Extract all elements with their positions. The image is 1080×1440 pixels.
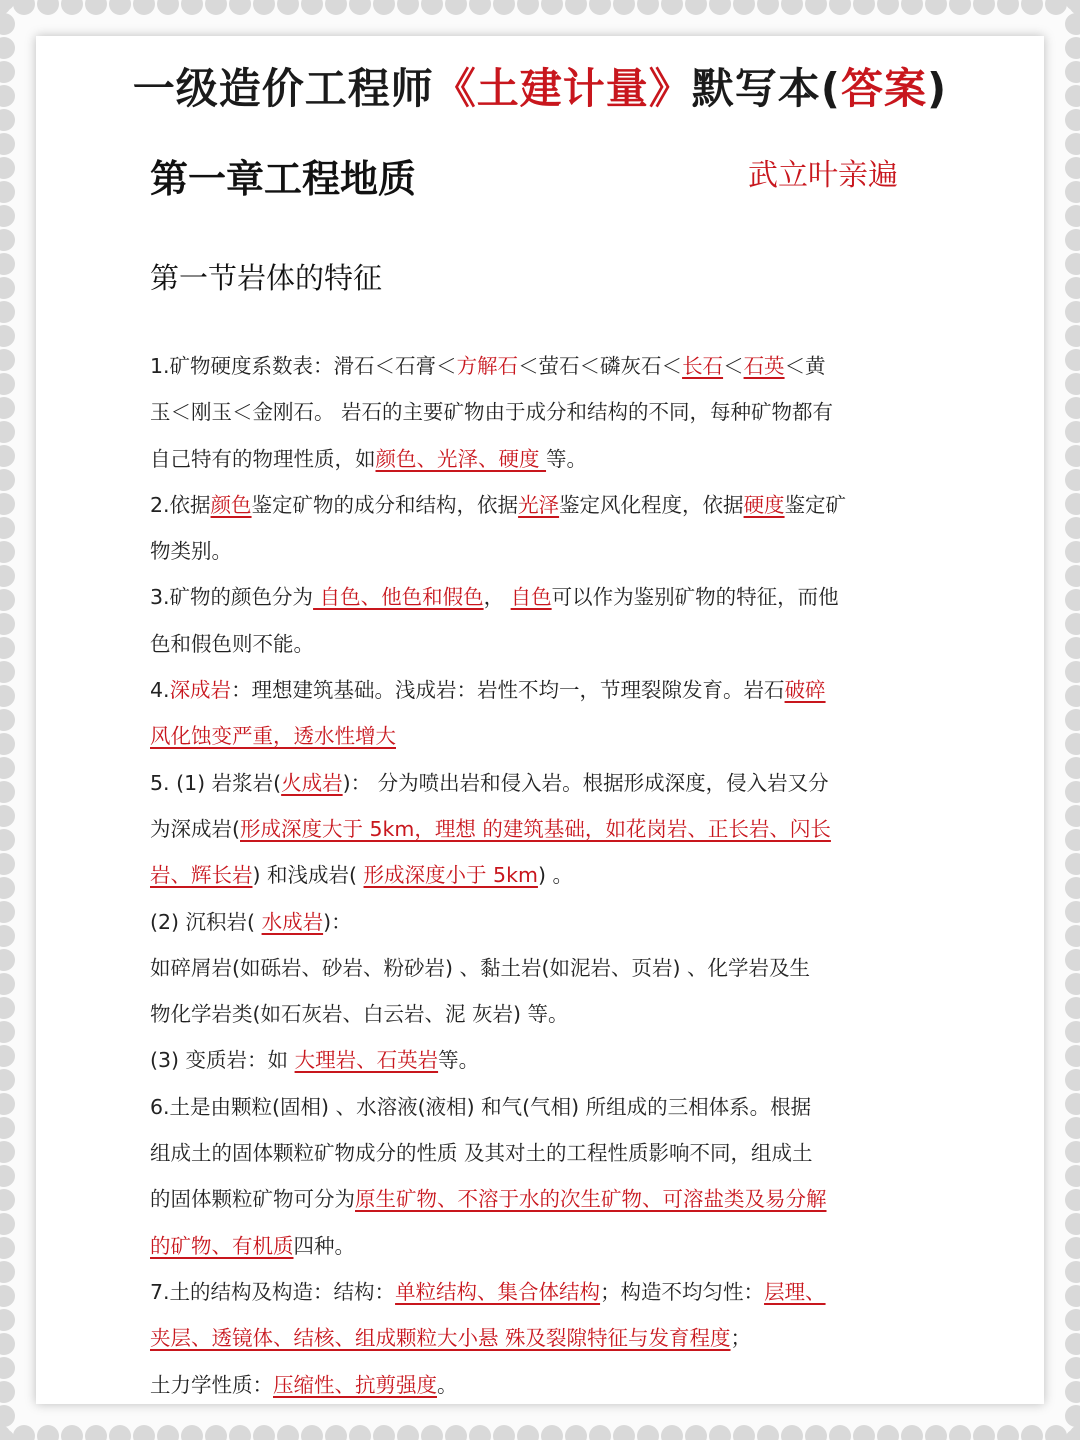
answer-text: 破碎: [784, 678, 826, 703]
body-text: 物类别。: [150, 539, 232, 564]
content-body: [150, 343, 940, 1408]
body-text: 5. (1) 岩浆岩(: [150, 770, 282, 795]
chapter-title: 第一章工程地质: [150, 157, 417, 201]
answer-text: 颜色: [210, 492, 252, 517]
body-text: )： 分为喷出岩和侵入岩。根据形成深度，侵入岩又分: [342, 770, 829, 795]
body-text: 3.矿物的颜色分为: [150, 585, 314, 610]
text-line: [150, 713, 940, 759]
answer-text: 石英: [743, 354, 785, 378]
body-text: 等。: [546, 446, 588, 471]
body-text: ：理想建筑基础。浅成岩：岩性不均一，节理裂隙发育。岩石: [231, 678, 785, 703]
text-line: [150, 1037, 940, 1083]
body-text: (3) 变质岩：如: [150, 1048, 295, 1073]
body-text: )：: [323, 909, 352, 934]
answer-text: 颜色、光泽、硬度: [375, 446, 547, 471]
answer-text: 大理岩、石英岩: [294, 1048, 439, 1073]
answer-text: 岩、辉长岩: [150, 863, 253, 888]
answer-text: 形成深度小于 5km: [363, 863, 538, 888]
body-text: 1.矿物硬度系数表：滑石＜石膏＜: [150, 354, 457, 378]
text-line: [150, 1084, 940, 1130]
body-text: ＜黄: [784, 354, 826, 378]
body-text: ) 和浅成岩(: [252, 863, 364, 888]
body-text: 6.土是由颗粒(固相) 、水溶液(液相) 和气(气相) 所组成的三相体系。根据: [150, 1094, 812, 1119]
answer-text: 自色、他色和假色: [313, 585, 484, 610]
text-line: [150, 574, 940, 620]
body-text: 土力学性质：: [150, 1372, 273, 1397]
body-text: 为深成岩(: [150, 816, 240, 841]
document-title: [0, 56, 1080, 116]
text-line: [150, 621, 940, 667]
section-title: 第一节岩体的特征: [150, 261, 383, 295]
answer-text: 光泽: [518, 492, 560, 517]
body-text: 鉴定矿: [784, 492, 847, 517]
answer-text: 夹层、透镜体、结核、组成颗粒大小悬 殊及裂隙特征与发育程度: [150, 1326, 731, 1351]
body-text: 鉴定矿物的成分和结构，依据: [251, 492, 519, 517]
body-text: 组成土的固体颗粒矿物成分的性质 及其对土的工程性质影响不同，组成土: [150, 1141, 813, 1166]
answer-text: 火成岩: [281, 770, 343, 795]
body-text: ；构造不均匀性：: [600, 1279, 765, 1304]
answer-text: 形成深度大于 5km，理想 的建筑基础，如花岗岩、正长岩、闪长: [240, 816, 831, 841]
body-text: 的固体颗粒矿物可分为: [150, 1187, 355, 1212]
title-close: ): [927, 64, 948, 113]
body-text: 。: [437, 1372, 458, 1397]
body-text: 4.: [150, 678, 170, 703]
text-line: [150, 1130, 940, 1176]
answer-text: 硬度: [743, 492, 785, 517]
body-text: ＜: [723, 354, 744, 378]
text-line: [150, 436, 940, 482]
text-line: [150, 945, 940, 991]
text-line: [150, 991, 940, 1037]
answer-text: 风化蚀变严重，透水性增大: [150, 724, 396, 749]
answer-text: 长石: [682, 354, 724, 378]
text-line: [150, 1315, 940, 1361]
body-text: 如碎屑岩(如砾岩、砂岩、粉砂岩) 、黏土岩(如泥岩、页岩) 、化学岩及生: [150, 955, 811, 980]
text-line: [150, 482, 940, 528]
text-line: [150, 1269, 940, 1315]
answer-text: 原生矿物、不溶于水的次生矿物、可溶盐类及易分解: [355, 1187, 827, 1212]
answer-text: 层理、: [764, 1279, 826, 1304]
answer-text: 压缩性、抗剪强度: [273, 1372, 437, 1397]
answer-text: 的矿物、有机质: [150, 1233, 294, 1258]
text-line: [150, 343, 940, 389]
body-text: 可以作为鉴别矿物的特征，而他: [551, 585, 839, 610]
body-text: ，: [483, 585, 511, 610]
body-text: (2) 沉积岩(: [150, 909, 262, 934]
text-line: [150, 528, 940, 574]
title-answer: 答案: [841, 64, 928, 113]
author-note: 武立叶亲遍: [748, 158, 898, 193]
highlight-text: 方解石: [456, 354, 519, 378]
body-text: 物化学岩类(如石灰岩、白云岩、泥 灰岩) 等。: [150, 1002, 569, 1027]
answer-text: 单粒结构、集合体结构: [395, 1279, 601, 1304]
body-text: 玉＜刚玉＜金刚石。 岩石的主要矿物由于成分和结构的不同，每种矿物都有: [150, 400, 834, 425]
title-suffix: 默写本(: [691, 64, 841, 113]
text-line: [150, 1223, 940, 1269]
title-prefix: 一级造价工程师: [132, 64, 434, 113]
body-text: ；: [730, 1326, 752, 1351]
answer-text: 自色: [510, 585, 552, 610]
text-line: [150, 1176, 940, 1222]
body-text: 四种。: [293, 1233, 355, 1258]
text-line: [150, 760, 940, 806]
answer-text: 水成岩: [261, 909, 324, 934]
text-line: [150, 899, 940, 945]
highlight-text: 深成岩: [169, 678, 232, 703]
text-line: [150, 389, 940, 435]
title-subject: 《土建计量》: [433, 64, 692, 113]
body-text: 2.依据: [150, 492, 211, 517]
body-text: 自己特有的物理性质，如: [150, 446, 376, 471]
body-text: ) 。: [537, 863, 573, 888]
body-text: 等。: [438, 1048, 480, 1073]
body-text: 色和假色则不能。: [150, 631, 314, 656]
text-line: [150, 852, 940, 898]
text-line: [150, 667, 940, 713]
body-text: 鉴定风化程度，依据: [559, 492, 744, 517]
body-text: ＜萤石＜磷灰石＜: [518, 354, 683, 378]
text-line: [150, 1362, 940, 1408]
body-text: 7.土的结构及构造：结构：: [150, 1279, 396, 1304]
text-line: [150, 806, 940, 852]
